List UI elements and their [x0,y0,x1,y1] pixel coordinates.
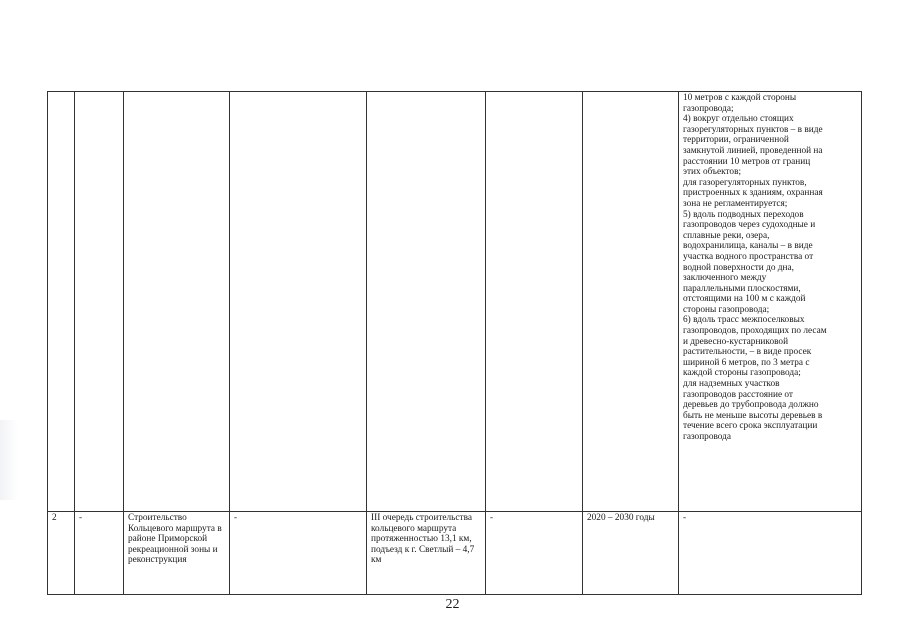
cell-stage: III очередь строительства кольцевого маршрута протяженностью 13,1 км, подъезд к г. Светлый – 4,7 км [367,512,486,595]
description-line: каждой стороны газопровода; [683,368,801,379]
cell-code [75,92,124,512]
cell-col6 [486,92,583,512]
description-line: 10 метров с каждой стороны [683,93,797,103]
cell-stage [367,92,486,512]
description-line: зона не регламентируется; [683,198,788,209]
description-line: и древесно-кустарниковой [683,336,789,347]
description-line: 6) вдоль трасс межпоселковых [683,315,805,326]
cell-protection-zone-description [679,92,862,512]
description-line: для надземных участков [683,379,780,390]
description-line: газопроводов, проходящих по лесам [683,326,827,337]
cell-num: 2 [48,512,75,595]
description-line: газопроводов расстояние от [683,389,793,400]
page-number: 22 [445,597,460,612]
description-line: водной поверхности до дна, [683,262,794,273]
description-line: участка водного пространства от [683,251,814,262]
cell-col4: - [230,512,367,595]
description-line: замкнутой линией, проведенной на [683,145,823,156]
description-line: расстоянии 10 метров от границ [683,156,811,167]
cell-code: - [75,512,124,595]
description-line: деревьев до трубопровода должно [683,400,819,411]
cell-num [48,92,75,512]
scan-artifact [0,420,18,500]
cell-col6: - [486,512,583,595]
description-line: газопровода [683,432,732,442]
description-line: растительности, – в виде просек [683,347,812,358]
infrastructure-table [47,91,862,595]
description-line: отстоящими на 100 м с каждой [683,294,806,305]
description-line: для газорегуляторных пунктов, [683,177,807,188]
cell-period [583,92,679,512]
description-line: 4) вокруг отдельно стоящих [683,114,794,125]
description-line: территории, ограниченной [683,135,789,146]
cell-name: Строительство Кольцевого маршрута в районе Приморской рекреационной зоны и реконструкция [124,512,230,595]
cell-col8: - [679,512,862,595]
description-line: шириной 6 метров, по 3 метра с [683,357,810,368]
description-line: газопроводов через судоходные и [683,220,816,231]
description-line: параллельными плоскостями, [683,283,801,294]
description-line: сплавные реки, озера, [683,230,770,241]
description-line: газорегуляторных пунктов – в виде [683,124,823,135]
description-line: этих объектов; [683,167,742,178]
description-line: течение всего срока эксплуатации [683,421,818,432]
description-line: пристроенных к зданиям, охранная [683,188,823,199]
description-line: газопровода; [683,103,734,114]
description-line: водохранилища, каналы – в виде [683,241,813,252]
description-line: 5) вдоль подводных переходов [683,209,804,220]
description-line: быть не меньше высоты деревьев в [683,410,823,421]
description-line: стороны газопровода; [683,304,770,315]
description-line: заключенного между [683,273,767,284]
cell-name [124,92,230,512]
table-row-2 [48,512,862,595]
cell-period: 2020 – 2030 годы [583,512,679,595]
cell-col4 [230,92,367,512]
table-row-continuation [48,92,862,512]
